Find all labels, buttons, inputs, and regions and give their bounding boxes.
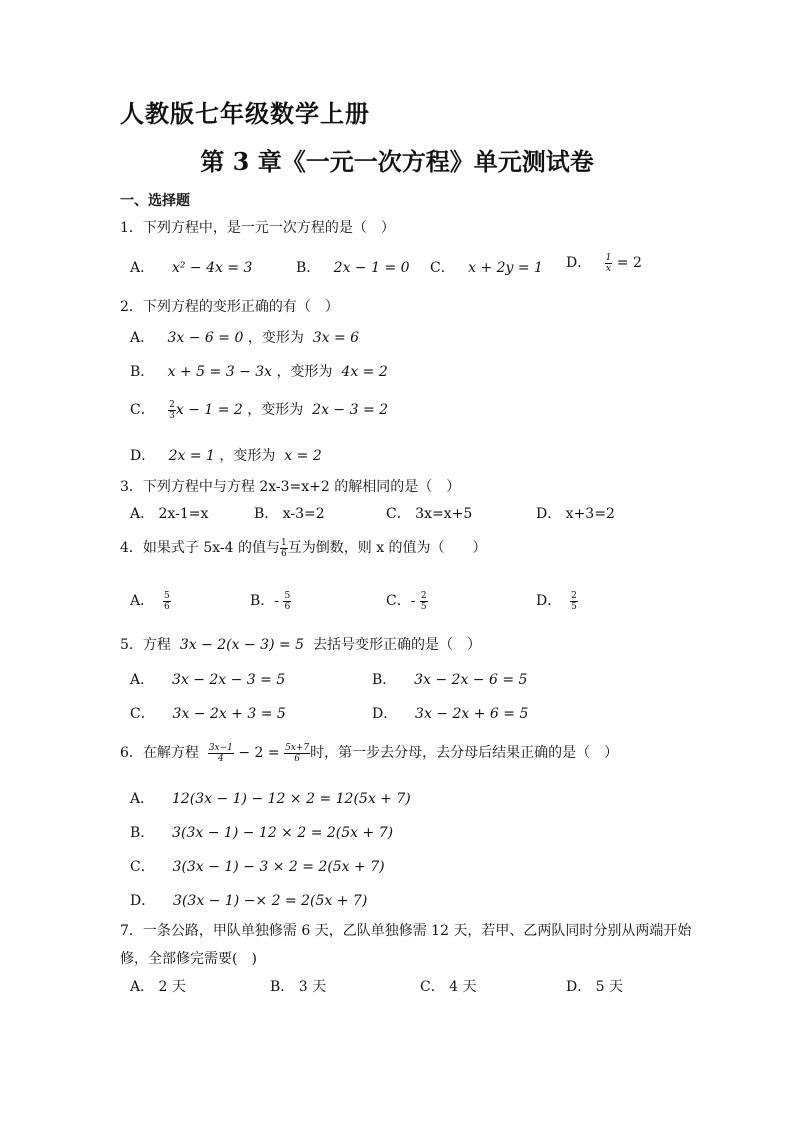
q1-option-d: D． $\frac{1}{x}$ = 2 (566, 252, 642, 274)
q4-option-c: C．- $\frac{2}{5}$ (386, 590, 427, 612)
q3-option-a: A． 2x-1=x (130, 506, 209, 522)
q7-stem-line2: 修，全部修完需要( ) (120, 951, 257, 967)
q5-option-b: B． 3x − 2x − 6 = 5 (372, 672, 528, 688)
q3-option-d: D． x+3=2 (536, 506, 615, 522)
q7-option-d: D． 5 天 (566, 979, 624, 995)
section-heading: 一、选择题 (120, 193, 190, 209)
q2-option-c-fraction: $\frac{2}{3}$ (169, 399, 175, 421)
q3-stem: 3．下列方程中与方程 2x-3=x+2 的解相同的是（ ） (120, 479, 461, 495)
q2-option-a: A． 3x − 6 = 0 ，变形为 3x = 6 (130, 330, 360, 346)
q6-option-d: D． 3(3x − 1) −× 2 = 2(5x + 7) (130, 893, 368, 909)
doc-title: 人教版七年级数学上册 (120, 99, 370, 128)
q3-option-c: C． 3x=x+5 (386, 506, 473, 522)
q6-option-a: A． 12(3x − 1) − 12 × 2 = 12(5x + 7) (130, 791, 411, 807)
q5-option-d: D． 3x − 2x + 6 = 5 (372, 706, 529, 722)
q7-option-a: A． 2 天 (130, 979, 186, 995)
q2-option-d: D． 2x = 1 ，变形为 x = 2 (130, 448, 322, 464)
q4-stem: 4．如果式子 5x-4 的值与 $\frac{1}{6}$ 互为倒数，则 x 的值为（ ） (120, 537, 487, 559)
q4-option-a: A． $\frac{5}{6}$ (130, 590, 170, 612)
q7-option-c: C． 4 天 (420, 979, 477, 995)
q6-option-b: B． 3(3x − 1) − 12 × 2 = 2(5x + 7) (130, 825, 394, 841)
q5-option-c: C． 3x − 2x + 3 = 5 (130, 706, 286, 722)
q1-option-a-expr: x² − 4x = 3 (171, 260, 253, 276)
q5-stem: 5．方程 3x − 2(x − 3) = 5 去括号变形正确的是（ ） (120, 637, 481, 653)
q4-option-d: D． $\frac{2}{5}$ (536, 590, 577, 612)
q6-option-c: C． 3(3x − 1) − 3 × 2 = 2(5x + 7) (130, 859, 385, 875)
q3-option-b: B． x-3=2 (254, 506, 325, 522)
q1-option-a: A． x² − 4x = 3 (130, 260, 253, 276)
q4-option-b: B．- $\frac{5}{6}$ (250, 590, 291, 612)
q1-option-c: C． x + 2y = 1 (430, 260, 543, 276)
q6-stem-fraction-left: $\frac{3x-1}{4}$ (208, 742, 233, 764)
q1-option-c-expr: x + 2y = 1 (468, 260, 543, 276)
q6-stem: 6．在解方程 $\frac{3x-1}{4}$ − 2 = $\frac{5x+7}{6}$ 时，第一步去分母，去分母后结果正确的是（ ） (120, 742, 619, 764)
q2-stem: 2．下列方程的变形正确的有（ ） (120, 299, 339, 315)
q1-option-b-expr: 2x − 1 = 0 (333, 260, 410, 276)
q1-option-b: B． 2x − 1 = 0 (296, 260, 410, 276)
q1-option-d-fraction: $\frac{1}{x}$ (605, 252, 612, 274)
q5-option-a: A． 3x − 2x − 3 = 5 (130, 672, 286, 688)
q2-option-c: C． $\frac{2}{3}$ x − 1 = 2 ，变形为 2x − 3 = 2 (130, 399, 389, 421)
doc-subtitle: 第 3 章《一元一次方程》单元测试卷 (200, 147, 594, 176)
q7-option-b: B． 3 天 (270, 979, 327, 995)
q1-stem: 1．下列方程中，是一元一次方程的是（ ） (120, 220, 395, 236)
q2-option-b: B． x + 5 = 3 − 3x ，变形为 4x = 2 (130, 364, 388, 380)
q4-stem-fraction: $\frac{1}{6}$ (281, 537, 287, 559)
q7-stem-line1: 7．一条公路，甲队单独修需 6 天，乙队单独修需 12 天，若甲、乙两队同时分别从两端开始 (120, 923, 692, 939)
q6-stem-fraction-right: $\frac{5x+7}{6}$ (285, 742, 310, 764)
